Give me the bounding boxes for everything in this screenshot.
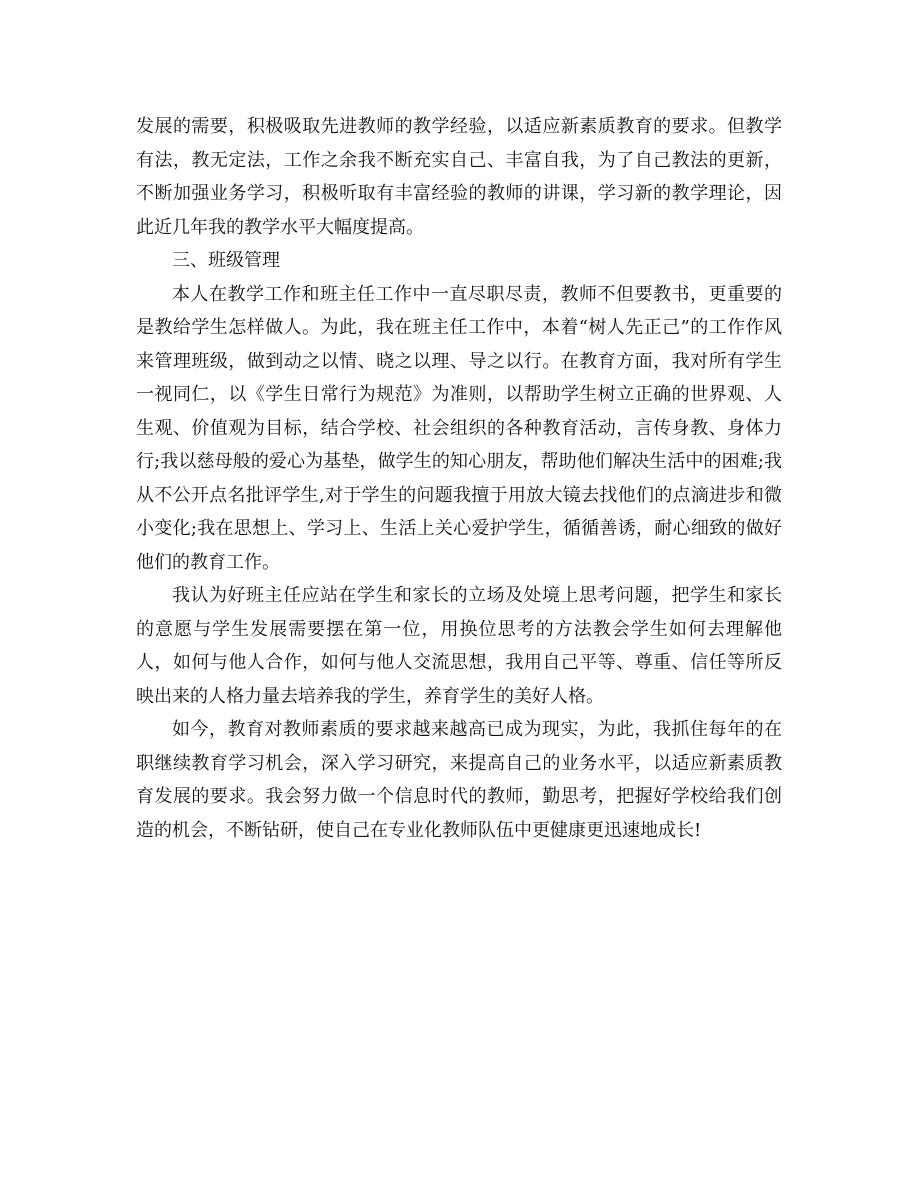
paragraph-class-management: 本人在教学工作和班主任工作中一直尽职尽责，教师不但要教书，更重要的是教给学生怎样做人。为此，我在班主任工作中，本着“树人先正己”的工作作风来管理班级，做到动之以情、晓之以理、导之以行。在教育方面，我对所有学生一视同仁，以《学生日常行为规范》为准则，以帮助学生树立正确的世界观、人生观、价值观为目标，结合学校、社会组织的各种教育活动，言传身教、身体力行;我以慈母般的爱心为基垫，做学生的知心朋友，帮助他们解决生活中的困难;我从不公开点名批评学生,对于学生的问题我擅于用放大镜去找他们的点滴进步和微小变化;我在思想上、学习上、生活上关心爱护学生，循循善诱，耐心细致的做好他们的教育工作。 [136, 283, 782, 573]
paragraph-good-head-teacher: 我认为好班主任应站在学生和家长的立场及处境上思考问题，把学生和家长的意愿与学生发展需要摆在第一位，用换位思考的方法教会学生如何去理解他人，如何与他人合作，如何与他人交流思想，我用自己平等、尊重、信任等所反映出来的人格力量去培养我的学生，养育学生的美好人格。 [136, 585, 782, 707]
paragraph-continuation: 发展的需要，积极吸取先进教师的教学经验，以适应新素质教育的要求。但教学有法，教无定法，工作之余我不断充实自己、丰富自我，为了自己教法的更新，不断加强业务学习，积极听取有丰富经验的教师的讲课，学习新的教学理论，因此近几年我的教学水平大幅度提高。 [136, 116, 782, 238]
section-heading-class-management: 三、班级管理 [172, 250, 280, 271]
document-body [136, 110, 782, 847]
paragraph-conclusion: 如今，教育对教师素质的要求越来越高已成为现实，为此，我抓住每年的在职继续教育学习机会，深入学习研究，来提高自己的业务水平，以适应新素质教育发展的要求。我会努力做一个信息时代的教师，勤思考，把握好学校给我们创造的机会，不断钻研，使自己在专业化教师队伍中更健康更迅速地成长! [136, 719, 782, 841]
